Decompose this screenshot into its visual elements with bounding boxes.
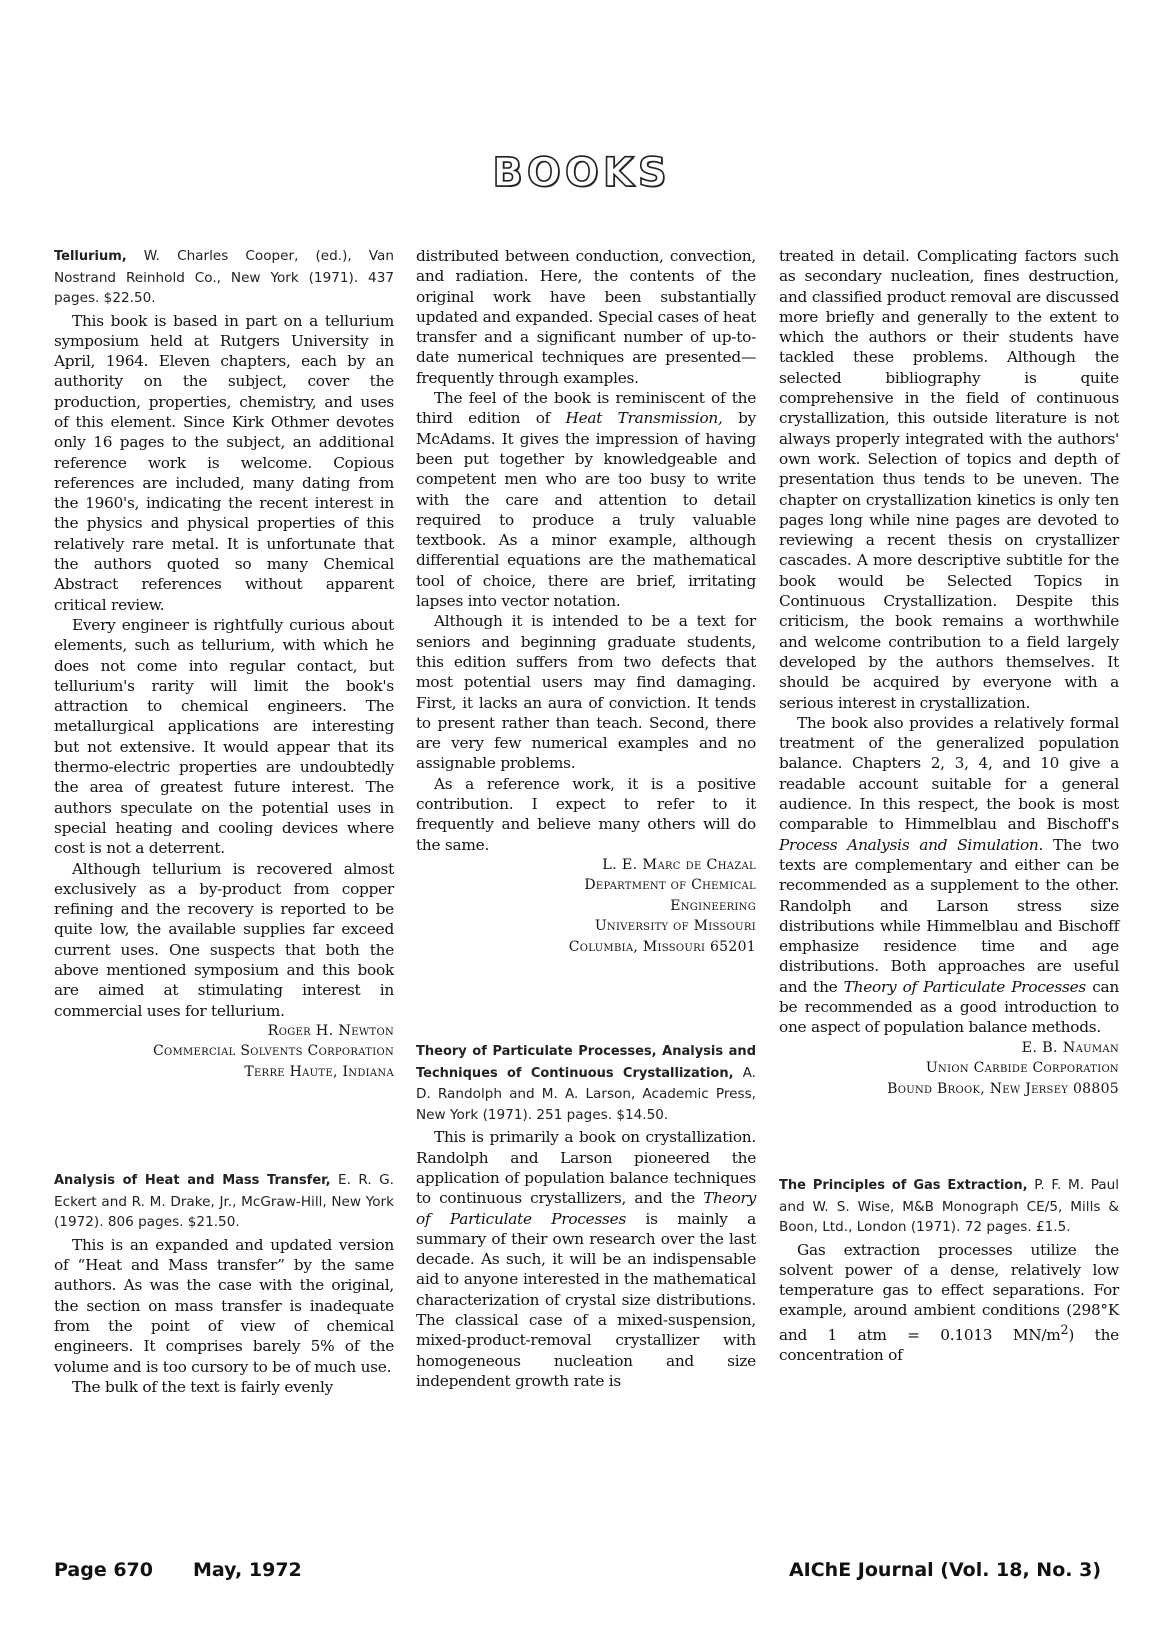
review-paragraph: This is primarily a book on crystallization. Randolph and Larson pioneered the application of population balance techniques to continuous crystallizers, and the Theory of Particulate Processes is mainly a summary of their own research over the last decade. As such, it will be an indispensable aid to anyone interested in the mathematical characterization of crystal size distributions. The classical case of a mixed-suspension, mixed-product-removal crystallizer with homogeneous nucleation and size independent growth rate is xyxy=(416,1128,756,1390)
cited-title: Process Analysis and Simulation. xyxy=(779,835,1044,854)
reviewer-name: L. E. Marc de Chazal xyxy=(602,856,756,873)
cited-title: Theory of Particulate Processes xyxy=(416,1189,756,1228)
cited-title: Heat Transmission, xyxy=(565,409,723,428)
reviewer-affiliation: Union Carbide Corporation xyxy=(925,1060,1119,1077)
column-1 xyxy=(54,246,394,1397)
reviewer-location: Columbia, Missouri 65201 xyxy=(568,938,756,955)
reviewer-location: Bound Brook, New Jersey 08805 xyxy=(887,1080,1119,1097)
book-citation: A. D. Randolph and M. A. Larson, Academic Press, New York (1971). 251 pages. $14.50. xyxy=(416,1064,756,1123)
review-paragraph: Although it is intended to be a text for seniors and beginning graduate students, this edition suffers from two defects that most potential users may find damaging. First, it lacks an aura of conviction. It tends to present rather than teach. Second, there are very few numerical examples and no assignable problems. xyxy=(416,612,756,773)
reviewer-affiliation: University of Missouri xyxy=(594,918,756,935)
review-paragraph: This is an expanded and updated version of “Heat and Mass transfer” by the same authors. As was the case with the original, the section on mass transfer is inadequate from the point of view of chemical engineers. It comprises barely 5% of the volume and is too cursory to be of much use. xyxy=(54,1235,394,1376)
column-3 xyxy=(779,246,1119,1365)
reviewer-location: Terre Haute, Indiana xyxy=(244,1063,394,1080)
superscript: 2 xyxy=(1060,1322,1069,1338)
reviewer-name: Roger H. Newton xyxy=(267,1022,394,1039)
review-heading xyxy=(779,1175,1119,1238)
review-heading xyxy=(416,1041,756,1125)
review-paragraph: distributed between conduction, convection, and radiation. Here, the contents of the original work have been substantially updated and expanded. Special cases of heat transfer and a significant number of up-to-date numerical techniques are presented—frequently through examples. xyxy=(416,247,756,387)
review-paragraph: Every engineer is rightfully curious about elements, such as tellurium, with which he does not come into regular contact, but tellurium's rarity will limit the book's attraction to chemical engineers. The metallurgical applications are interesting but not extensive. It would appear that its thermo-electric properties are undoubtedly the area of greatest future interest. The authors speculate on the potential uses in special heating and cooling devices where cost is not a deterrent. xyxy=(54,615,394,858)
review-paragraph: The bulk of the text is fairly evenly xyxy=(72,1377,333,1396)
reviewer-affiliation: Commercial Solvents Corporation xyxy=(152,1043,394,1060)
review-paragraph: Gas extraction processes utilize the solvent power of a dense, relatively low temperature gas to effect separations. For example, around ambient conditions (298°K and 1 atm = 0.1013 $MN/m^2$) the concentration of xyxy=(779,1240,1119,1365)
book-title: Tellurium, xyxy=(54,249,127,264)
book-title: Analysis of Heat and Mass Transfer, xyxy=(54,1173,331,1189)
review-heading xyxy=(54,246,394,309)
footer-date: May, 1972 xyxy=(193,1559,302,1581)
footer-journal: AIChE Journal (Vol. 18, No. 3) xyxy=(788,1559,1101,1581)
book-title: The Principles of Gas Extraction, xyxy=(779,1178,1028,1194)
review-paragraph: As a reference work, it is a positive contribution. I expect to refer to it frequently and believe many others will do the same. xyxy=(416,774,756,854)
review-paragraph: The book also provides a relatively formal treatment of the generalized population balance. Chapters 2, 3, 4, and 10 give a readable account suitable for a general audience. In this respect, the book is most comparable to Himmelblau and Bischoff's Process Analysis and Simulation. The two texts are complementary and either can be recommended as a supplement to the other. Randolph and Larson stress size distributions while Himmelblau and Bischoff emphasize residence time and age distributions. Both approaches are useful and the Theory of Particulate Processes can be recommended as a good introduction to one aspect of population balance methods. xyxy=(779,713,1120,1037)
reviewer-affiliation: Department of Chemical xyxy=(584,877,756,894)
book-citation: P. F. M. Paul and W. S. Wise, M&B Monograph CE/5, Mills & Boon, Ltd., London (1971). 72 pages. £1.5. xyxy=(779,1177,1120,1236)
review-paragraph: The feel of the book is reminiscent of the third edition of Heat Transmission, by McAdams. It gives the impression of having been put together by knowledgeable and competent men who are too busy to write with the care and attention to detail required to produce a truly valuable textbook. As a minor example, although differential equations are the mathematical tool of choice, there are brief, irritating lapses into vector notation. xyxy=(416,389,757,611)
footer-page-number: Page 670 xyxy=(54,1559,153,1581)
book-citation: W. Charles Cooper, (ed.), Van Nostrand Reinhold Co., New York (1971). 437 pages. $22.50. xyxy=(54,248,394,306)
cited-title: Theory of Particulate Processes xyxy=(843,977,1087,996)
reviewer-name: E. B. Nauman xyxy=(1021,1039,1119,1056)
review-heading xyxy=(54,1170,394,1233)
column-2 xyxy=(416,246,756,1391)
review-paragraph: treated in detail. Complicating factors such as secondary nucleation, fines destruction, and classified product removal are discussed more briefly and generally to the extent to which the authors or their students have tackled these problems. Although the selected bibliography is quite comprehensive in the field of continuous crystallization, this outside literature is not always properly integrated with the authors' own work. Selection of topics and depth of presentation thus tends to be uneven. The chapter on crystallization kinetics is only ten pages long while nine pages are devoted to reviewing a recent thesis on crystallizer cascades. A more descriptive subtitle for the book would be Selected Topics in Continuous Crystallization. Despite this criticism, the book remains a worthwhile and welcome contribution to a field largely developed by the authors themselves. It should be acquired by everyone with a serious interest in crystallization. xyxy=(779,247,1119,712)
book-citation: E. R. G. Eckert and R. M. Drake, Jr., McGraw-Hill, New York (1972). 806 pages. $21.50. xyxy=(54,1172,394,1231)
book-title: Theory of Particulate Processes, Analysis and Techniques of Continuous Crystallization, xyxy=(416,1044,756,1081)
review-paragraph: Although tellurium is recovered almost exclusively as a by-product from copper refining and the recovery is reported to be quite low, the available supplies far exceed current uses. One suspects that both the above mentioned symposium and this book are aimed at stimulating interest in commercial uses for tellurium. xyxy=(54,859,394,1020)
review-paragraph: This book is based in part on a tellurium symposium held at Rutgers University in April, 1964. Eleven chapters, each by an authority on the subject, cover the production, properties, chemistry, and uses of this element. Since Kirk Othmer devotes only 16 pages to the subject, an additional reference work is welcome. Copious references are included, many dating from the 1960's, indicating the recent interest in the physics and physical properties of this relatively rare metal. It is unfortunate that the authors quoted so many Chemical Abstract references without apparent critical review. xyxy=(54,311,394,614)
page-title: BOOKS xyxy=(492,150,671,196)
reviewer-affiliation: Engineering xyxy=(670,897,756,914)
